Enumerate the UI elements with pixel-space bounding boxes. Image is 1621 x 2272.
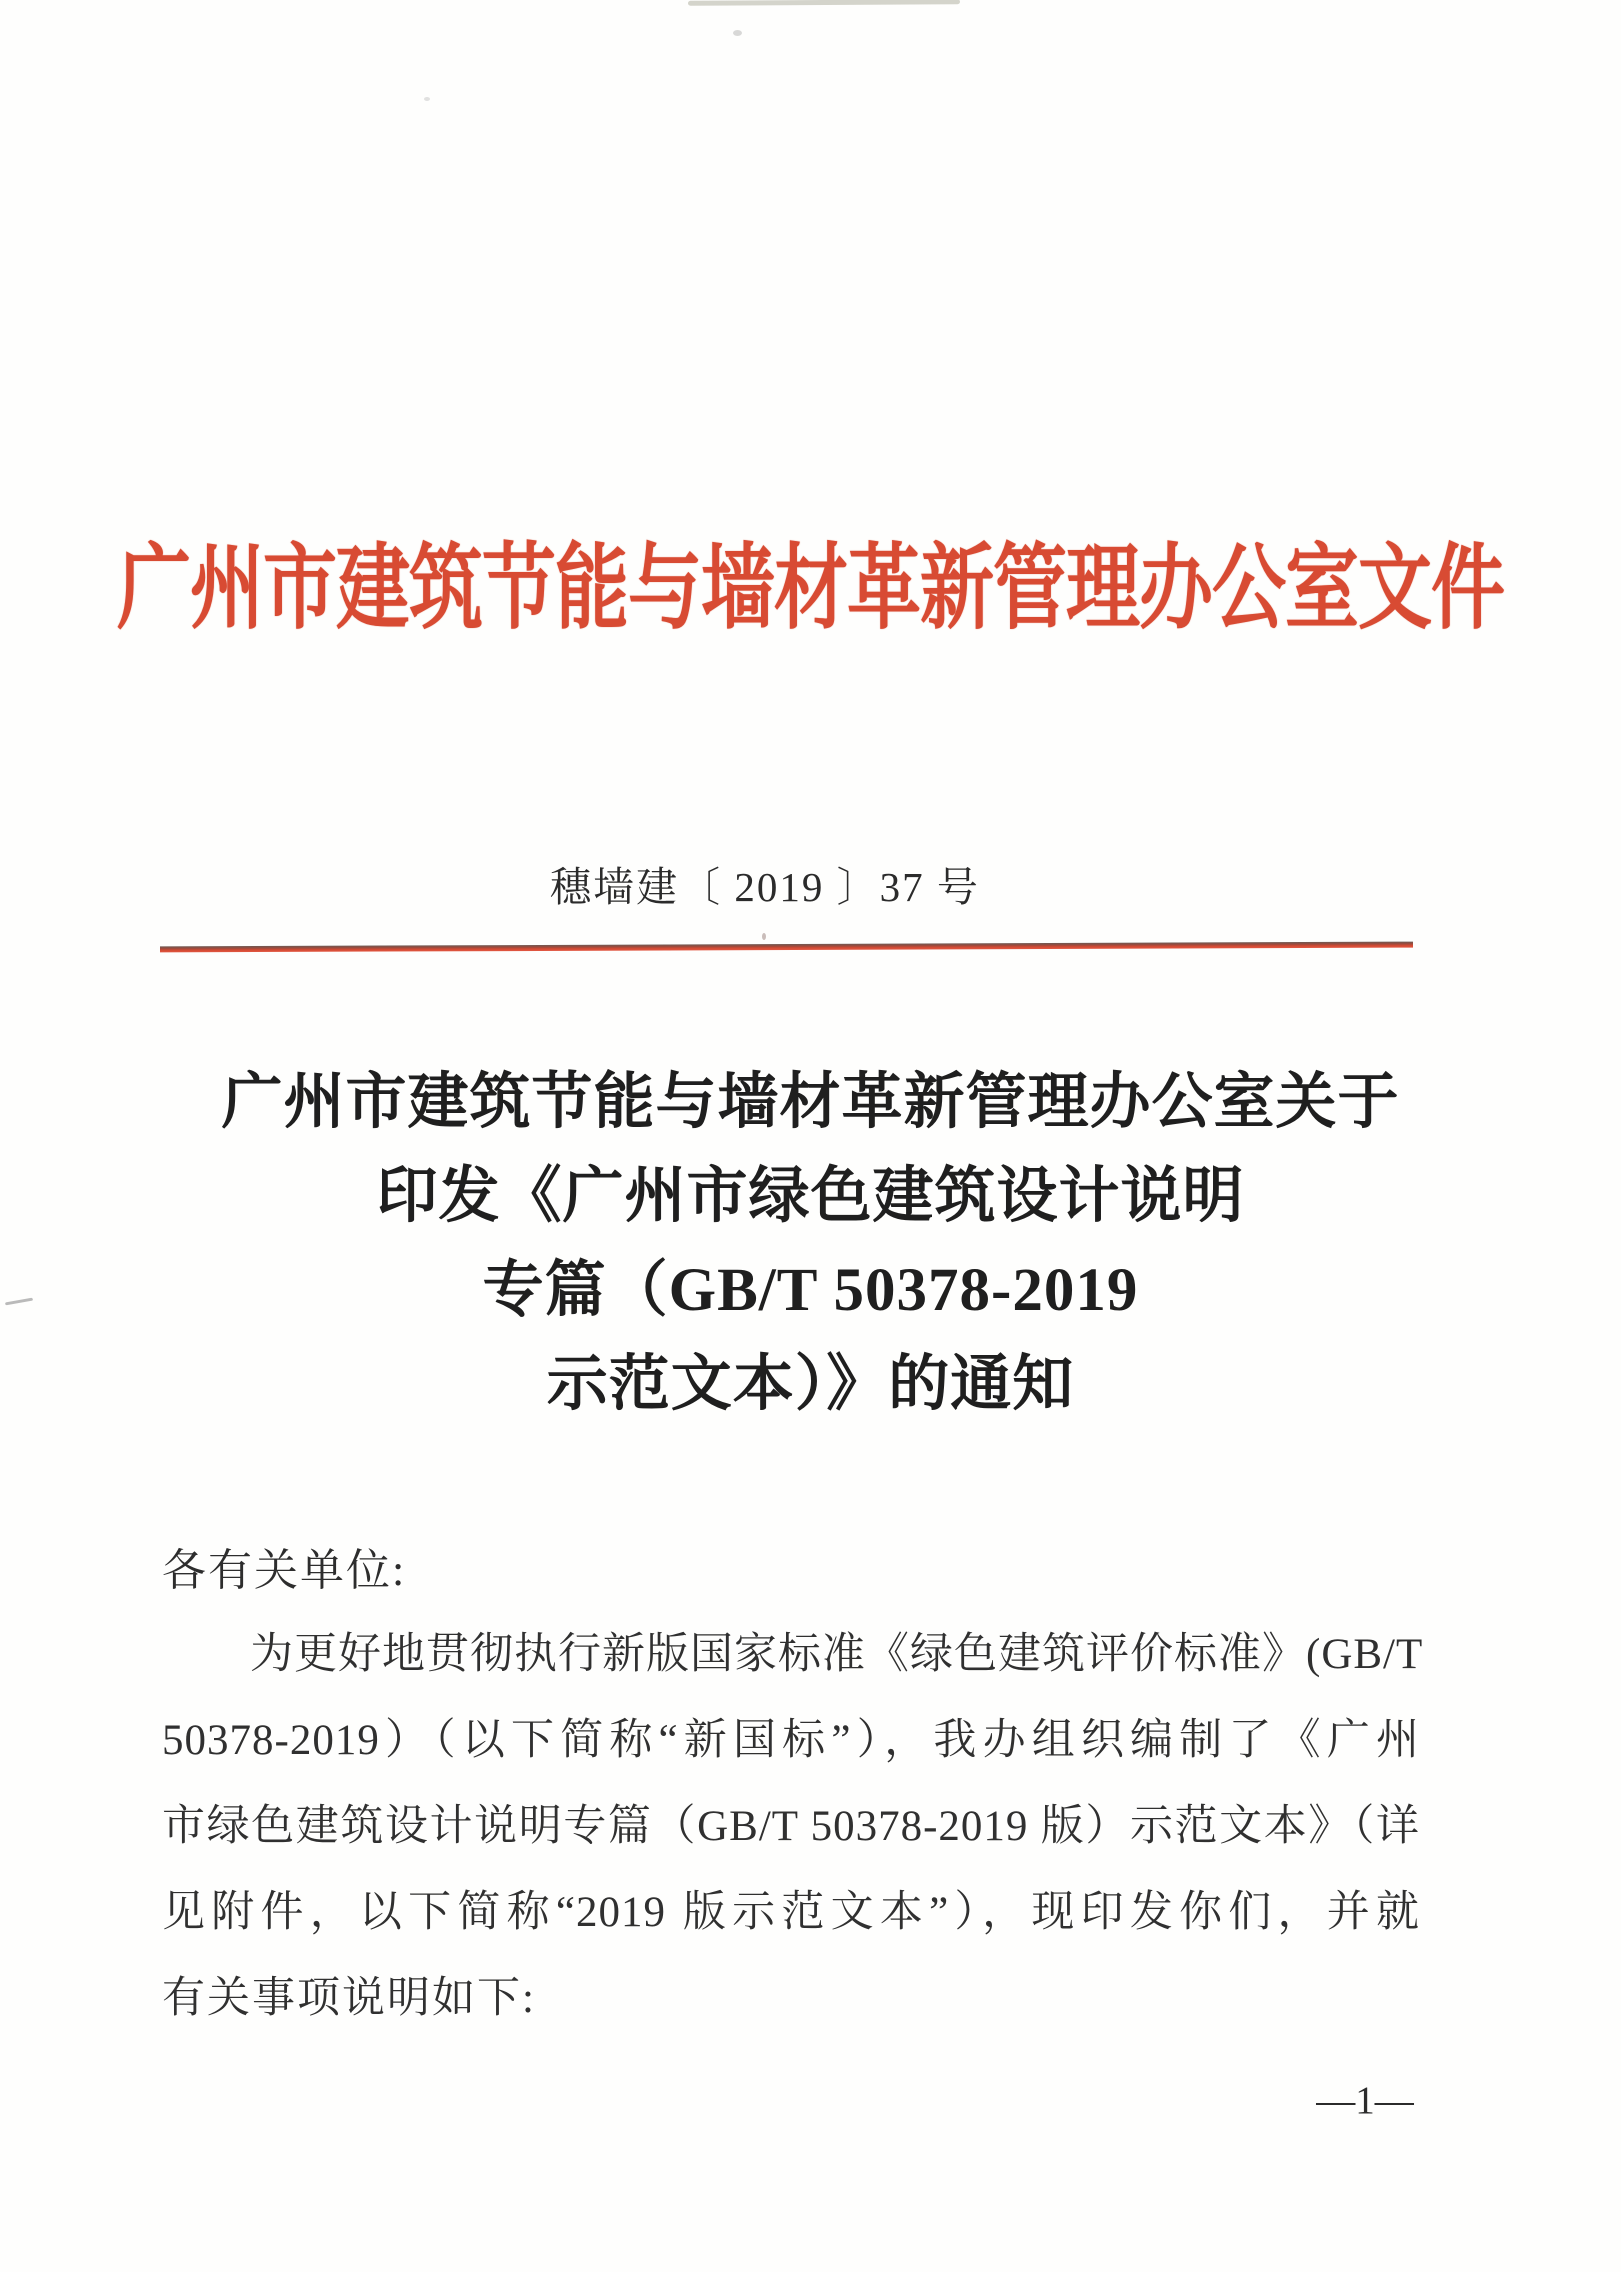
body-line-4: 见附件，以下简称“2019 版示范文本”），现印发你们，并就 xyxy=(162,1889,1420,1936)
letterhead-title: 广州市建筑节能与墙材革新管理办公室文件 xyxy=(117,537,1504,642)
page-number: —1— xyxy=(1316,2079,1414,2122)
document-number: 穗墙建〔 2019 〕37 号 xyxy=(550,864,980,910)
document-title-line-1: 广州市建筑节能与墙材革新管理办公室关于 xyxy=(221,1069,1400,1136)
scan-artifact xyxy=(688,0,960,6)
document-title-line-4: 示范文本）》的通知 xyxy=(546,1351,1075,1418)
body-line-2: 50378-2019）（以下简称“新国标”），我办组织编制了《广州 xyxy=(162,1717,1420,1764)
body-line-5: 有关事项说明如下: xyxy=(162,1975,536,2022)
salutation: 各有关单位: xyxy=(162,1546,407,1595)
body-line-1: 为更好地贯彻执行新版国家标准《绿色建筑评价标准》(GB/T xyxy=(250,1631,1424,1678)
scan-artifact xyxy=(733,30,742,36)
body-paragraph xyxy=(162,1612,1424,2042)
letterhead xyxy=(0,514,1621,642)
document-title-line-3: 专篇（GB/T 50378-2019 xyxy=(482,1257,1139,1324)
body-line-3: 市绿色建筑设计说明专篇（GB/T 50378-2019 版）示范文本》（详 xyxy=(162,1803,1420,1850)
document-title-line-2: 印发《广州市绿色建筑设计说明 xyxy=(376,1163,1245,1230)
scan-artifact xyxy=(424,97,430,101)
scan-artifact xyxy=(762,933,766,940)
document-title xyxy=(0,1056,1621,1432)
red-separator-line xyxy=(160,942,1413,953)
